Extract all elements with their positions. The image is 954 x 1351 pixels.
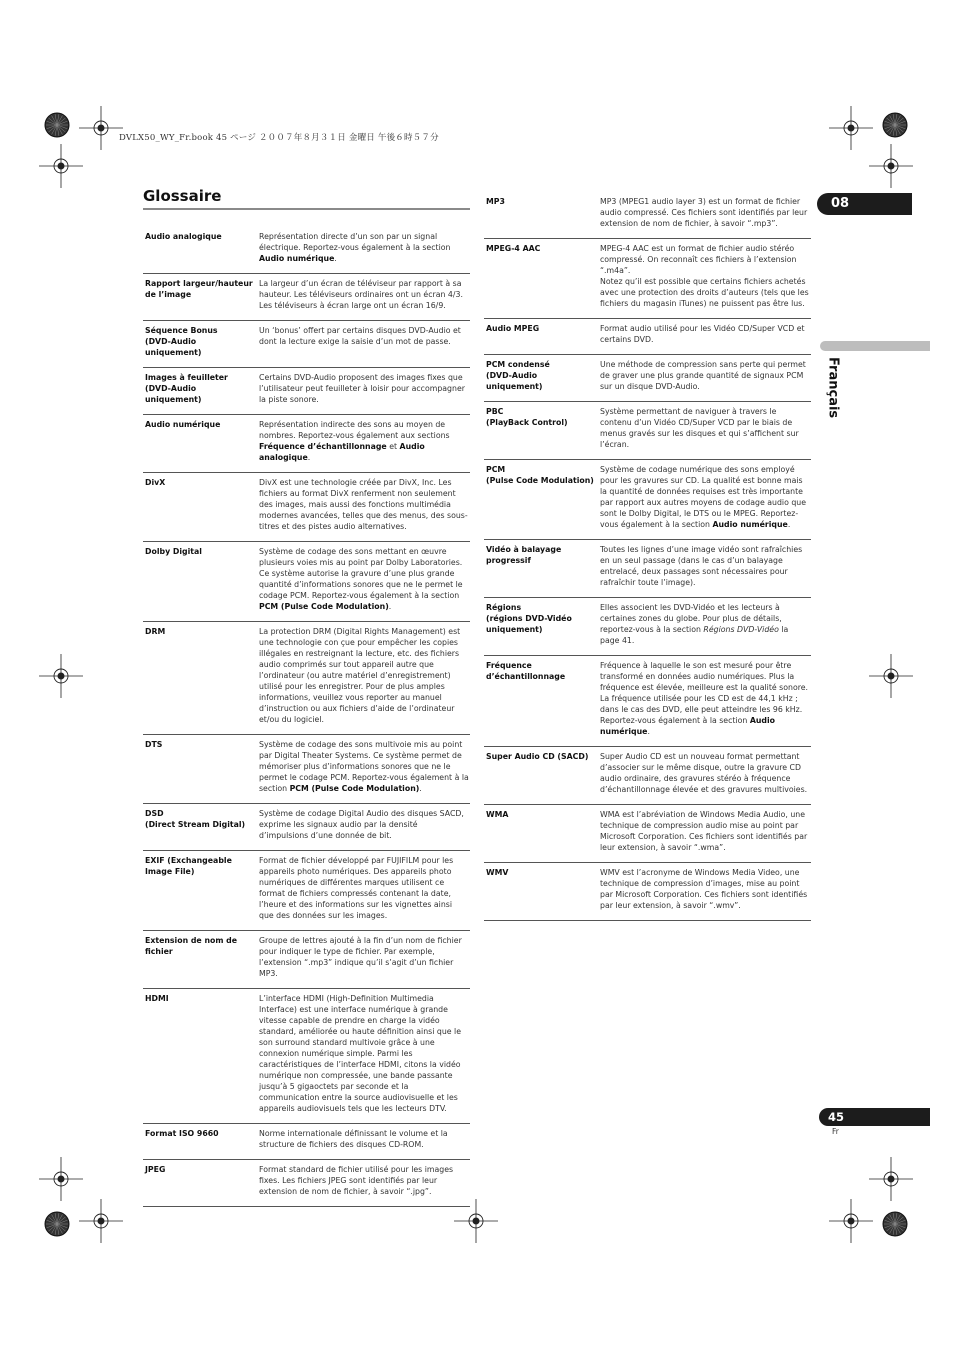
definition-text: . [388,602,392,611]
definition-text: Elles associent les DVD-Vidéo et les lecteurs à certaines zones du globe. Pour plus de détails, reportez-vous à la section [600,603,782,634]
glossary-definition [600,867,810,911]
glossary-definition [259,231,469,264]
definition-text: . [647,727,650,736]
glossary-definition [600,660,810,737]
definition-text: WMV est l’acronyme de Windows Media Video, une technique de compression d’images, mise au point par Microsoft Corporation. Ces fichiers sont identifiés par leur extension, à savoir “.wmv”. [600,868,808,910]
glossary-term: Audio analogique [145,232,222,241]
glossary-entry [484,460,811,540]
glossary-entry [484,805,811,863]
glossary-term: Super Audio CD (SACD) [486,752,589,761]
definition-text: et [386,442,400,451]
glossary-entry [484,656,811,747]
definition-text: WMA est l’abréviation de Windows Media Audio, une technique de compression audio mise au point par Microsoft Corporation. Ces fichiers sont identifiés par leur extension, à savoir “.wma”. [600,810,808,852]
glossary-definition [259,419,469,463]
page-number-badge: 45 [819,1108,930,1126]
glossary-definition [259,1128,469,1150]
definition-text: Fréquence d’échantillonnage [259,442,387,451]
definition-text: Système de codage des sons mettant en œuvre plusieurs voies mis au point par Dolby Laboratories. Ce système autorise la gravure d’une plus grande quantité d’informations sonores que ne le permet le codage PCM. Reportez-vous également à la section [259,547,463,600]
glossary-definition [259,739,469,794]
glossary-term: DRM [145,627,166,636]
glossary-definition [259,372,469,405]
glossary-term: Audio numérique [145,420,221,429]
definition-text: Audio analogique [259,442,425,462]
glossary-entry [484,863,811,921]
page-language-code: Fr [832,1127,839,1136]
glossary-right-column [484,192,811,921]
glossary-entry [484,192,811,239]
glossary-entry [484,402,811,460]
definition-text: Format de fichier développé par FUJIFILM pour les appareils photo numériques. Des appareils photo numériques de différentes marques utilisent ce format de fichiers compressés contenant la date, l’heure et des informations sur les vignettes ainsi que des données sur les images. [259,856,454,920]
glossary-definition [259,278,469,311]
definition-text: Toutes les lignes d’une image vidéo sont rafraîchies en un seul passage (dans le cas d’un balayage entrelacé, deux passages sont nécessaires pour rafraîchir toute l’image). [600,545,803,587]
glossary-definition [600,544,810,588]
glossary-term: WMV [486,868,509,877]
glossary-term: PCM condensé (DVD-Audio uniquement) [486,360,550,391]
glossary-term: EXIF (Exchangeable Image File) [145,856,232,876]
glossary-term: MP3 [486,197,505,206]
language-bar [820,341,930,351]
glossary-entry [143,473,470,542]
glossary-term: HDMI [145,994,169,1003]
definition-text: Régions DVD-Vidéo [703,625,779,634]
glossary-term: PBC (PlayBack Control) [486,407,568,427]
glossary-entry [143,622,470,735]
glossary-term: Audio MPEG [486,324,540,333]
glossary-definition [259,808,469,841]
glossary-entry [484,540,811,598]
glossary-term: MPEG-4 AAC [486,244,541,253]
definition-text: Un ‘bonus’ offert par certains disques DVD-Audio et dont la lecture exige la saisie d’un mot de passe. [259,326,461,346]
glossary-entry [143,989,470,1124]
definition-text: MPEG-4 AAC est un format de fichier audio stéréo compressé. On reconnaît ces fichiers à l’extension “.m4a”. Notez qu’il est possible que certains fichiers achetés avec une protection des droits d’auteurs (tels que les fichiers du magasin iTunes) ne puissent pas être lus. [600,244,809,308]
glossary-entry [143,415,470,473]
glossary-definition [259,993,469,1114]
glossary-term: DSD (Direct Stream Digital) [145,809,246,829]
definition-text: . [419,784,422,793]
definition-text: PCM (Pulse Code Modulation) [259,602,389,611]
glossary-definition [600,809,810,853]
definition-text: DivX est une technologie créée par DivX, Inc. Les fichiers au format DivX renferment non seulement des images, mais aussi des fonctions multimédia modernes avancées, telles que des menus, des sous-titres et des pistes audio alternatives. [259,478,468,531]
definition-text: L’interface HDMI (High-Definition Multimedia Interface) est une interface numérique à grande vitesse capable de prendre en charge la vidéo standard, améliorée ou haute définition ainsi que le son surround standard multivoie grâce à une connexion numérique simple. Parmi les caractéristiques de l’interface HDMI, citons la vidéo numérique non compressée, une bande passante jusqu’à 5 gigaoctets par seconde et la communication entre la source audiovisuelle et les appareils audiovisuels tels que les lecteurs DTV. [259,994,462,1113]
glossary-term: Fréquence d’échantillonnage [486,661,566,681]
glossary-term: Images à feuilleter (DVD-Audio uniquement) [145,373,228,404]
glossary-term: WMA [486,810,509,819]
glossary-entry [484,598,811,656]
glossary-term: Dolby Digital [145,547,202,556]
glossary-entry [143,1124,470,1160]
definition-text: Format audio utilisé pour les Vidéo CD/Super VCD et certains DVD. [600,324,805,344]
glossary-left-column [143,227,470,1207]
definition-text: Audio numérique [600,716,776,736]
glossary-definition [259,855,469,921]
glossary-entry [143,227,470,274]
definition-text: Fréquence à laquelle le son est mesuré pour être transformé en données audio numériques. Plus la fréquence est élevée, meilleure est la qualité sonore. La fréquence utilisée pour les CD est de 44,1 kHz ; dans le cas des DVD, elle peut atteindre les 96 kHz. Reportez-vous également à la section [600,661,809,725]
glossary-term: Format ISO 9660 [145,1129,219,1138]
definition-text: Système permettant de naviguer à travers le contenu d’un Vidéo CD/Super VCD par le biais de menus gravés sur les disques et qui s’affichent sur l’écran. [600,407,799,449]
glossary-entry [484,239,811,319]
glossary-entry [143,1160,470,1207]
glossary-definition [600,464,810,530]
glossary-definition [259,325,469,358]
glossary-definition [600,359,810,392]
definition-text: la page 41. [600,625,789,645]
glossary-definition [600,406,810,450]
glossary-definition [259,477,469,532]
definition-text: Norme internationale définissant le volume et la structure de fichiers des disques CD-ROM. [259,1129,448,1149]
glossary-definition [259,935,469,979]
definition-text: Format standard de fichier utilisé pour les images fixes. Les fichiers JPEG sont identifiés par leur extension de nom de fichier, à savoir “.jpg”. [259,1165,454,1196]
glossary-definition [600,196,810,229]
definition-text: Système de codage Digital Audio des disques SACD, exprime les signaux audio par la densité d’impulsions d’une donnée de bit. [259,809,464,840]
definition-text: . [334,254,337,263]
definition-text: Groupe de lettres ajouté à la fin d’un nom de fichier pour indiquer le type de fichier. Par exemple, l’extension “.mp3” indique qu’il s’agit d’un fichier MP3. [259,936,462,978]
glossary-definition [600,602,810,646]
definition-text: Système de codage des sons multivoie mis au point par Digital Theater Systems. Ce système permet de mémoriser plus d’informations sonores que ne le permet le codage PCM. Reportez-vous également à la section [259,740,469,793]
glossary-entry [143,368,470,415]
glossary-term: Régions (régions DVD-Vidéo uniquement) [486,603,572,634]
glossary-entry [484,747,811,805]
language-label: Français [825,357,841,419]
glossary-definition [259,626,469,725]
glossary-definition [600,323,810,345]
glossary-definition [259,546,469,612]
glossary-entry [484,355,811,402]
glossary-term: Vidéo à balayage progressif [486,545,562,565]
definition-text: Une méthode de compression sans perte qui permet de graver une plus grande quantité de signaux PCM sur un disque DVD-Audio. [600,360,806,391]
glossary-entry [143,931,470,989]
definition-text: MP3 (MPEG1 audio layer 3) est un format de fichier audio compressé. Ces fichiers sont identifiés par leur extension de nom de fichier, à savoir “.mp3”. [600,197,808,228]
glossary-entry [484,319,811,355]
glossary-entry [143,804,470,851]
page-title: Glossaire [143,187,222,205]
glossary-definition [600,243,810,309]
glossary-term: Séquence Bonus (DVD-Audio uniquement) [145,326,218,357]
title-rule [143,208,470,210]
definition-text: Représentation indirecte des sons au moyen de nombres. Reportez-vous également aux sections [259,420,450,440]
glossary-definition [600,751,810,795]
definition-text: Audio numérique [259,254,335,263]
glossary-term: Rapport largeur/hauteur de l’image [145,279,253,299]
glossary-entry [143,542,470,622]
print-header: DVLX50_WY_Fr.book 45 ページ ２００７年８月３１日 金曜日 午後６時５７分 [119,133,439,143]
definition-text: Audio numérique [712,520,788,529]
definition-text: . [307,453,311,462]
definition-text: Super Audio CD est un nouveau format permettant d’associer sur le même disque, outre la gravure CD audio ordinaire, des gravures stéréo à fréquence d’échantillonnage élevée et des gravures multivoies. [600,752,808,794]
glossary-term: JPEG [145,1165,166,1174]
glossary-entry [143,274,470,321]
glossary-term: DivX [145,478,166,487]
definition-text: La protection DRM (Digital Rights Management) est une technologie con çue pour empêcher les copies illégales en restreignant la lecture, etc. des fichiers audio comprimés sur tout appareil autre que l’ordinateur (ou autre matériel d’enregistrement) utilisé pour les enregistrer. Pour de plus amples informations, veuillez vous reporter au manuel d’instruction ou aux fichiers d’aide de l’ordinateur et/ou du logiciel. [259,627,461,724]
definition-text: Certains DVD-Audio proposent des images fixes que l’utilisateur peut feuilleter à loisir pour accompagner la piste sonore. [259,373,465,404]
definition-text: Système de codage numérique des sons employé pour les gravures sur CD. La qualité est bonne mais la quantité de données requises est très importante par rapport aux autres moyens de codage audio que sont le Dolby Digital, le DTS ou le MPEG. Reportez-vous également à la section [600,465,807,529]
definition-text: PCM (Pulse Code Modulation) [289,784,420,793]
glossary-term: PCM (Pulse Code Modulation) [486,465,594,485]
definition-text: La largeur d’un écran de téléviseur par rapport à sa hauteur. Les téléviseurs ordinaires ont un écran 4/3. Les téléviseurs à écran large ont un écran 16/9. [259,279,463,310]
definition-text: . [787,520,791,529]
definition-text: Représentation directe d’un son par un signal électrique. Reportez-vous également à la section [259,232,451,252]
glossary-definition [259,1164,469,1197]
glossary-entry [143,735,470,804]
glossary-entry [143,321,470,368]
chapter-tab: 08 [817,193,912,215]
glossary-term: DTS [145,740,163,749]
glossary-entry [143,851,470,931]
glossary-term: Extension de nom de fichier [145,936,238,956]
